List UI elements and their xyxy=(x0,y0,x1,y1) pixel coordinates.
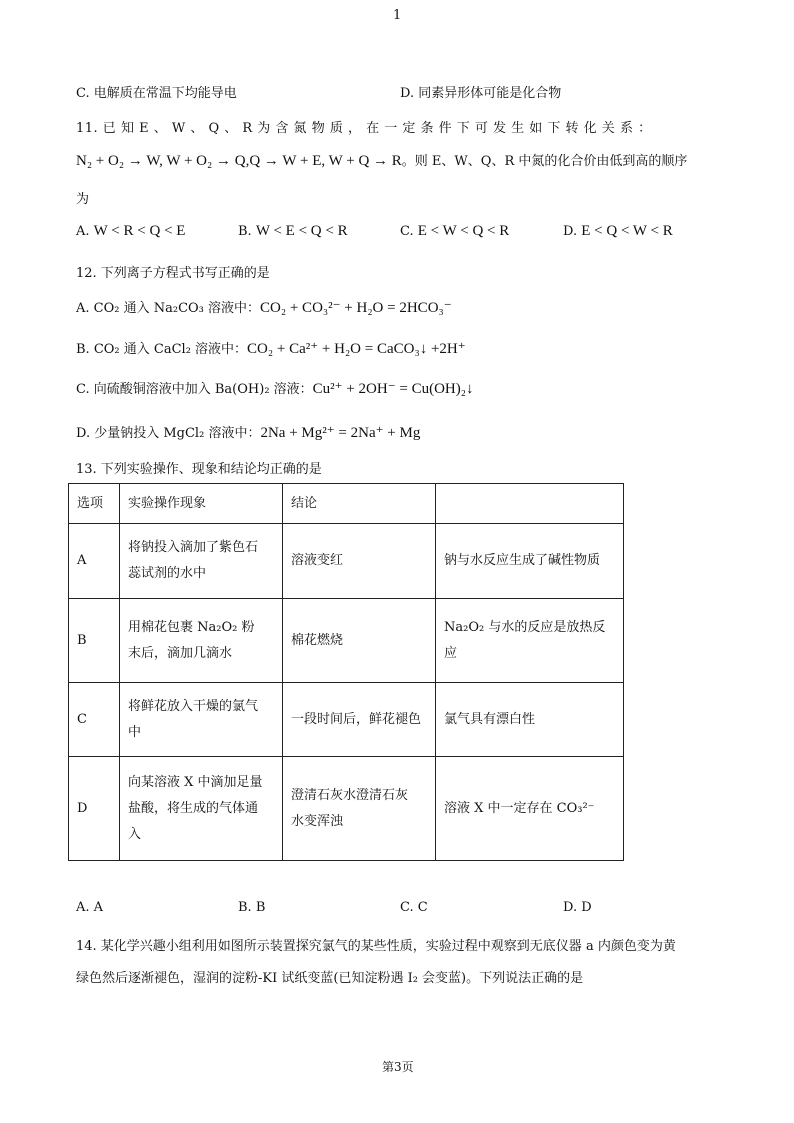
row-operation: 将钠投入滴加了紫色石 蕊试剂的水中 xyxy=(120,524,283,599)
page-top-number: 1 xyxy=(393,8,402,23)
q12-option-b: B. CO₂ 通入 CaCl₂ 溶液中：CO₂ + Ca²⁺ + H₂O = CaCO₃↓ +2H⁺ xyxy=(76,341,466,357)
q11-option-d: D. E < Q < W < R xyxy=(563,223,673,239)
table-row xyxy=(69,599,624,683)
row-conclusion: 钠与水反应生成了碱性物质 xyxy=(436,524,624,599)
q14-line1: 14. 某化学兴趣小组利用如图所示装置探究氯气的某些性质，实验过程中观察到无底仪器 a 内颜色变为黄 xyxy=(76,939,676,954)
row-operation: 向某溶液 X 中滴加足量 盐酸，将生成的气体通 入 xyxy=(120,757,283,861)
row-option: C xyxy=(69,683,120,757)
row-phenomenon: 澄清石灰水澄清石灰 水变浑浊 xyxy=(283,757,436,861)
table-row xyxy=(69,757,624,861)
row-option: A xyxy=(69,524,120,599)
q13-stem: 13. 下列实验操作、现象和结论均正确的是 xyxy=(76,462,322,477)
q12-stem: 12. 下列离子方程式书写正确的是 xyxy=(76,266,270,281)
q11-stem-suffix: 。则 E、W、Q、R 中氮的化合价由低到高的顺序 xyxy=(401,154,688,169)
row-phenomenon: 一段时间后，鲜花褪色 xyxy=(283,683,436,757)
q14-line2: 绿色然后逐渐褪色，湿润的淀粉-KI 试纸变蓝(已知淀粉遇 I₂ 会变蓝)。下列说法正确的是 xyxy=(76,971,584,986)
q13-answer-c: C. C xyxy=(400,900,428,915)
q11-stem-line2 xyxy=(76,150,687,170)
q12-option-d: D. 少量钠投入 MgCl₂ 溶液中：2Na + Mg²⁺ = 2Na⁺ + Mg xyxy=(76,425,421,441)
table-header-cell xyxy=(436,484,624,524)
table-row xyxy=(69,683,624,757)
row-phenomenon: 溶液变红 xyxy=(283,524,436,599)
row-option: B xyxy=(69,599,120,683)
q12-option-c: C. 向硫酸铜溶液中加入 Ba(OH)₂ 溶液：Cu²⁺ + 2OH⁻ = Cu(OH)₂↓ xyxy=(76,381,474,397)
row-operation: 将鲜花放入干燥的氯气 中 xyxy=(120,683,283,757)
row-conclusion: 氯气具有漂白性 xyxy=(436,683,624,757)
table-header-cell: 选项 xyxy=(69,484,120,524)
row-conclusion: 溶液 X 中一定存在 CO₃²⁻ xyxy=(436,757,624,861)
table-header-cell: 结论 xyxy=(283,484,436,524)
page-footer: 第3页 xyxy=(382,1060,414,1074)
table-header-row xyxy=(69,484,624,524)
row-phenomenon: 棉花燃烧 xyxy=(283,599,436,683)
q10-option-c: C. 电解质在常温下均能导电 xyxy=(76,86,237,101)
q10-option-d: D. 同素异形体可能是化合物 xyxy=(400,86,562,101)
table-header-cell: 实验操作现象 xyxy=(120,484,283,524)
q11-equation: N₂ + O₂ → W, W + O₂ → Q,Q → W + E, W + Q → R xyxy=(76,153,402,169)
q13-answer-d: D. D xyxy=(563,900,592,915)
table-row xyxy=(69,524,624,599)
q11-stem-line1: 11. 已 知 E 、 W 、 Q 、 R 为 含 氮 物 质 ， 在 一 定 条 件 下 可 发 生 如 下 转 化 关 系 ： xyxy=(76,121,652,136)
row-conclusion: Na₂O₂ 与水的反应是放热反 应 xyxy=(436,599,624,683)
q11-stem-line3: 为 xyxy=(76,192,90,207)
q13-answer-b: B. B xyxy=(238,900,266,915)
row-option: D xyxy=(69,757,120,861)
q13-answer-a: A. A xyxy=(76,900,104,915)
q13-table xyxy=(68,483,624,861)
q11-option-b: B. W < E < Q < R xyxy=(238,223,348,239)
q11-option-c: C. E < W < Q < R xyxy=(400,223,510,239)
q11-option-a: A. W < R < Q < E xyxy=(76,223,186,239)
q12-option-a: A. CO₂ 通入 Na₂CO₃ 溶液中：CO₂ + CO₃²⁻ + H₂O = 2HCO₃⁻ xyxy=(76,300,452,316)
row-operation: 用棉花包裹 Na₂O₂ 粉 末后，滴加几滴水 xyxy=(120,599,283,683)
